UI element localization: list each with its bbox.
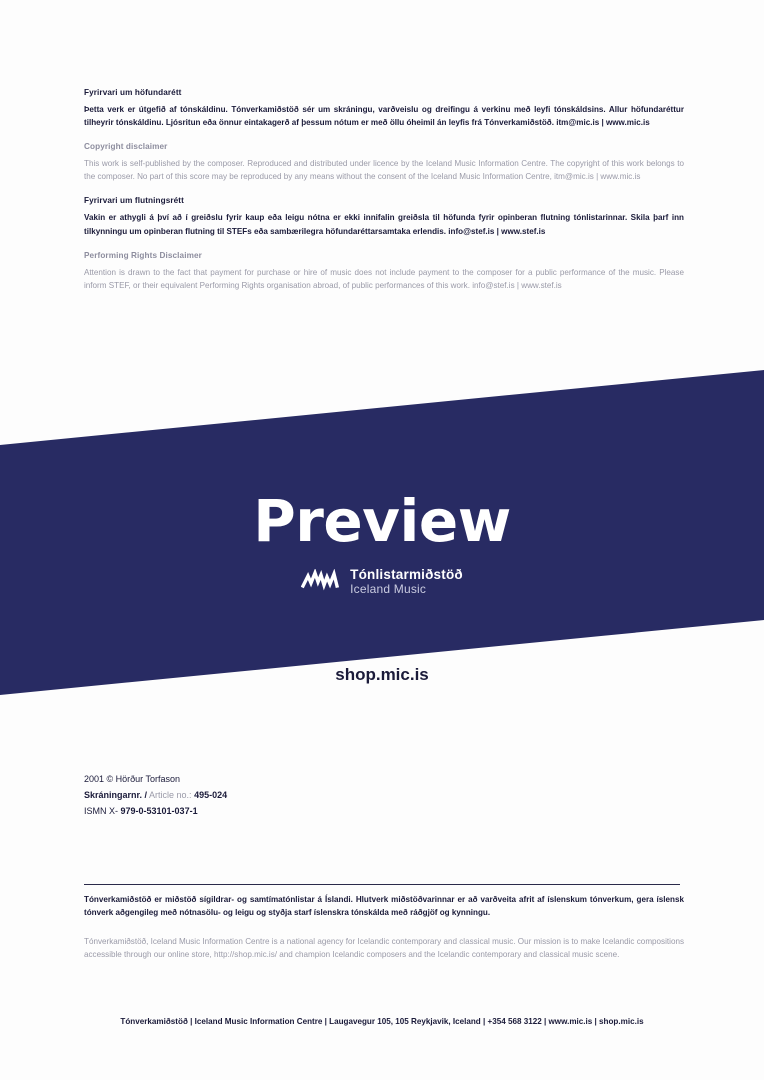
ismn-line (84, 804, 227, 820)
preview-watermark-label: Preview (253, 487, 511, 555)
copyright-block (84, 772, 227, 819)
section-title: Copyright disclaimer (84, 142, 168, 152)
ismn-label: ISMN X- (84, 805, 121, 816)
section-performing-en (84, 251, 684, 292)
section-body: This work is self-published by the composer. Reproduced and distributed under licence by the Iceland Music Information Centre. The copyright of this work belongs to the composer. No part of this score may be reproduced by any means without the consent of the Iceland Music Information Centre, itm@mic.is | www.mic.is (84, 159, 684, 182)
section-copyright-is (84, 88, 684, 129)
ismn-number: 979-0-53101-037-1 (120, 805, 198, 816)
section-title: Performing Rights Disclaimer (84, 250, 202, 260)
disclaimer-sections (84, 88, 684, 305)
section-body: Attention is drawn to the fact that payment for purchase or hire of music does not include payment to the composer for a public performance of the music. Please inform STEF, or their equivalent Performing Rights organisation abroad, of public performances of this work. info@stef.is | www.stef.is (84, 267, 684, 290)
footer-paragraph-is: Tónverkamiðstöð er miðstöð sígildrar- og samtímatónlistar á Íslandi. Hlutverk miðstöðvarinnar er að varðveita afrit af íslenskum tónverkum, gera íslensk tónverk aðgengileg með nótnasölu- og leigu og styðja starf íslenskra tónskálda með ráðgjöf og kynningu. (84, 895, 684, 918)
article-label-en: Article no.: (147, 789, 195, 800)
logo-line-1: Tónlistarmiðstöð (350, 567, 463, 582)
logo-line-2: Iceland Music (350, 581, 427, 596)
article-label-is: Skráningarnr. / (84, 789, 148, 800)
mic-logo (0, 567, 764, 596)
footer-divider (84, 884, 680, 885)
copyright-year-line: 2001 © Hörður Torfason (84, 774, 181, 784)
article-number: 495-024 (194, 789, 228, 800)
section-performing-is (84, 196, 684, 237)
section-body: Þetta verk er útgefið af tónskáldinu. Tónverkamiðstöð sér um skráningu, varðveislu og dreifingu á verkinu með leyfi tónskáldsins. Allur höfundaréttur tilheyrir tónskáldinu. Ljósritun eða önnur eintakagerð af þessum nótum er með öllu óheimil án leyfis frá Tónverkamiðstöð. itm@mic.is | www.mic.is (84, 105, 684, 128)
section-body: Vakin er athygli á því að í greiðslu fyrir kaup eða leigu nótna er ekki innifalin greiðsla til höfunda fyrir opinberan flutning tónlistarinnar. Skila þarf inn tilkynningu um opinberan flutning til STEFs eða sambærilegra höfundaréttarsamtaka erlendis. info@stef.is | www.stef.is (84, 213, 684, 236)
wave-logo-icon (301, 569, 341, 595)
section-title: Fyrirvari um flutningsrétt (84, 196, 184, 206)
section-title: Fyrirvari um höfundarétt (84, 88, 182, 97)
section-copyright-en (84, 142, 684, 183)
shop-url[interactable]: shop.mic.is (335, 665, 429, 684)
footer-about (84, 893, 684, 961)
footer-paragraph-en: Tónverkamiðstöð, Iceland Music Information Centre is a national agency for Icelandic contemporary and classical music. Our mission is to make Icelandic compositions accessible through our online store, http://shop.mic.is/ and champion Icelandic composers and the Icelandic contemporary and classical music scene. (84, 937, 684, 960)
article-number-line (84, 788, 227, 804)
logo-text (350, 567, 463, 596)
footer-address-line: Tónverkamiðstöð | Iceland Music Information Centre | Laugavegur 105, 105 Reykjavik, Iceland | +354 568 3122 | www.mic.is | shop.mic.is (120, 1017, 644, 1026)
